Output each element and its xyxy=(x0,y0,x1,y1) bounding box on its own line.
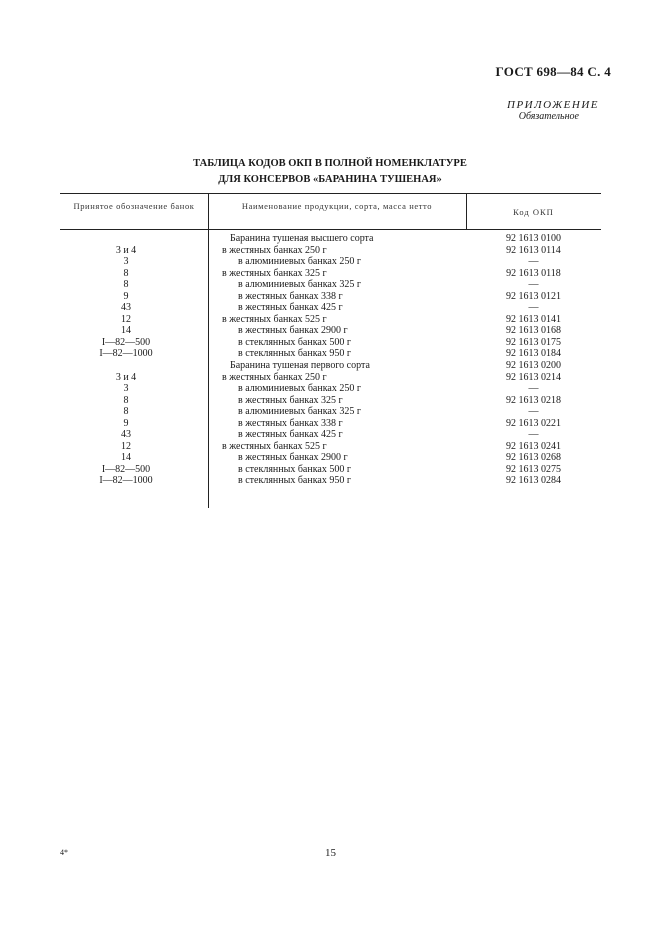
okp-code-cell: 92 1613 0284 xyxy=(506,475,561,487)
table-row xyxy=(60,337,601,349)
table-row xyxy=(60,291,601,303)
product-name-cell: в жестяных банках 338 г xyxy=(238,290,343,302)
okp-code-cell: 92 1613 0121 xyxy=(506,290,561,302)
appendix-label: ПРИЛОЖЕНИЕ xyxy=(507,99,599,111)
table-title-line-1: ТАБЛИЦА КОДОВ ОКП В ПОЛНОЙ НОМЕНКЛАТУРЕ xyxy=(193,158,467,169)
footer-mark: 4* xyxy=(60,848,68,857)
table-body xyxy=(60,233,601,487)
table-row xyxy=(60,418,601,430)
okp-code-cell: — xyxy=(528,279,539,291)
product-name-cell: в стеклянных банках 500 г xyxy=(238,336,351,348)
product-name-cell: в жестяных банках 2900 г xyxy=(238,452,348,464)
product-name-cell: в стеклянных банках 500 г xyxy=(238,463,351,475)
jar-designation-cell: 3 xyxy=(123,256,129,268)
document-code: ГОСТ 698—84 С. 4 xyxy=(495,64,611,79)
product-name-cell: в жестяных банках 525 г xyxy=(222,440,327,452)
table-row xyxy=(60,372,601,384)
table-row xyxy=(60,325,601,337)
jar-designation-cell: 12 xyxy=(121,313,131,325)
table-row xyxy=(60,268,601,280)
column-header-jar-designation: Принятое обозначение банок xyxy=(73,201,195,211)
jar-designation-cell: 3 xyxy=(123,383,129,395)
table-row xyxy=(60,245,601,257)
product-name-cell: в жестяных банках 325 г xyxy=(238,394,343,406)
product-name-cell: в стеклянных банках 950 г xyxy=(238,475,351,487)
okp-code-cell: 92 1613 0100 xyxy=(506,233,561,244)
okp-code-cell: — xyxy=(528,406,539,418)
table-row xyxy=(60,406,601,418)
product-name-cell: в жестяных банках 250 г xyxy=(222,371,327,383)
jar-designation-cell: I—82—1000 xyxy=(99,475,153,487)
product-name-cell: в жестяных банках 2900 г xyxy=(238,325,348,337)
okp-code-cell: 92 1613 0268 xyxy=(506,452,561,464)
okp-code-cell: 92 1613 0114 xyxy=(506,244,561,256)
jar-designation-cell: 3 и 4 xyxy=(115,244,137,256)
okp-code-cell: 92 1613 0200 xyxy=(506,360,561,372)
product-name-cell: в жестяных банках 338 г xyxy=(238,417,343,429)
product-name-cell: в алюминиевых банках 325 г xyxy=(238,406,361,418)
jar-designation-cell: 43 xyxy=(121,302,131,314)
table-row xyxy=(60,383,601,395)
okp-code-cell: 92 1613 0275 xyxy=(506,463,561,475)
jar-designation-cell: 43 xyxy=(121,429,131,441)
jar-designation-cell: I—82—500 xyxy=(101,463,151,475)
okp-code-cell: 92 1613 0241 xyxy=(506,440,561,452)
product-grade-heading: Баранина тушеная высшего сорта xyxy=(230,233,374,244)
table-top-rule xyxy=(60,193,601,194)
table-header-rule xyxy=(60,229,601,230)
mandatory-label: Обязательное xyxy=(518,111,579,122)
okp-code-cell: 92 1613 0175 xyxy=(506,336,561,348)
table-row xyxy=(60,441,601,453)
jar-designation-cell: I—82—500 xyxy=(101,336,151,348)
table-row xyxy=(60,233,601,245)
table-row xyxy=(60,452,601,464)
table-row xyxy=(60,475,601,487)
table-row xyxy=(60,314,601,326)
okp-code-cell: 92 1613 0221 xyxy=(506,417,561,429)
okp-code-cell: — xyxy=(528,383,539,395)
okp-code-cell: 92 1613 0118 xyxy=(506,267,561,279)
jar-designation-cell: I—82—1000 xyxy=(99,348,153,360)
okp-code-cell: 92 1613 0168 xyxy=(506,325,561,337)
table-row xyxy=(60,348,601,360)
jar-designation-cell: 12 xyxy=(121,440,131,452)
jar-designation-cell: 9 xyxy=(123,417,129,429)
okp-code-cell: 92 1613 0218 xyxy=(506,394,561,406)
product-name-cell: в алюминиевых банках 250 г xyxy=(238,383,361,395)
jar-designation-cell: 3 и 4 xyxy=(115,371,137,383)
table-row xyxy=(60,464,601,476)
okp-code-cell: — xyxy=(528,429,539,441)
table-row xyxy=(60,360,601,372)
table-row xyxy=(60,302,601,314)
product-name-cell: в алюминиевых банках 325 г xyxy=(238,279,361,291)
jar-designation-cell: 9 xyxy=(123,290,129,302)
table-row xyxy=(60,256,601,268)
product-grade-heading: Баранина тушеная первого сорта xyxy=(230,360,370,372)
table-title xyxy=(60,156,600,188)
jar-designation-cell: 8 xyxy=(123,267,129,279)
product-name-cell: в алюминиевых банках 250 г xyxy=(238,256,361,268)
jar-designation-cell: 8 xyxy=(123,279,129,291)
product-name-cell: в стеклянных банках 950 г xyxy=(238,348,351,360)
okp-code-cell: 92 1613 0184 xyxy=(506,348,561,360)
product-name-cell: в жестяных банках 525 г xyxy=(222,313,327,325)
column-header-okp-code: Код ОКП xyxy=(513,207,554,217)
table-row xyxy=(60,279,601,291)
product-name-cell: в жестяных банках 325 г xyxy=(222,267,327,279)
jar-designation-cell: 8 xyxy=(123,406,129,418)
page-number: 15 xyxy=(325,847,336,859)
jar-designation-cell: 14 xyxy=(121,452,131,464)
table-row xyxy=(60,395,601,407)
product-name-cell: в жестяных банках 425 г xyxy=(238,302,343,314)
table-title-line-2: ДЛЯ КОНСЕРВОВ «БАРАНИНА ТУШЕНАЯ» xyxy=(218,174,442,185)
table-row xyxy=(60,429,601,441)
okp-code-cell: — xyxy=(528,256,539,268)
okp-code-cell: 92 1613 0214 xyxy=(506,371,561,383)
okp-code-cell: — xyxy=(528,302,539,314)
column-header-product-name: Наименование продукции, сорта, масса нетто xyxy=(241,201,433,211)
product-name-cell: в жестяных банках 425 г xyxy=(238,429,343,441)
product-name-cell: в жестяных банках 250 г xyxy=(222,244,327,256)
jar-designation-cell: 14 xyxy=(121,325,131,337)
jar-designation-cell: 8 xyxy=(123,394,129,406)
okp-code-cell: 92 1613 0141 xyxy=(506,313,561,325)
